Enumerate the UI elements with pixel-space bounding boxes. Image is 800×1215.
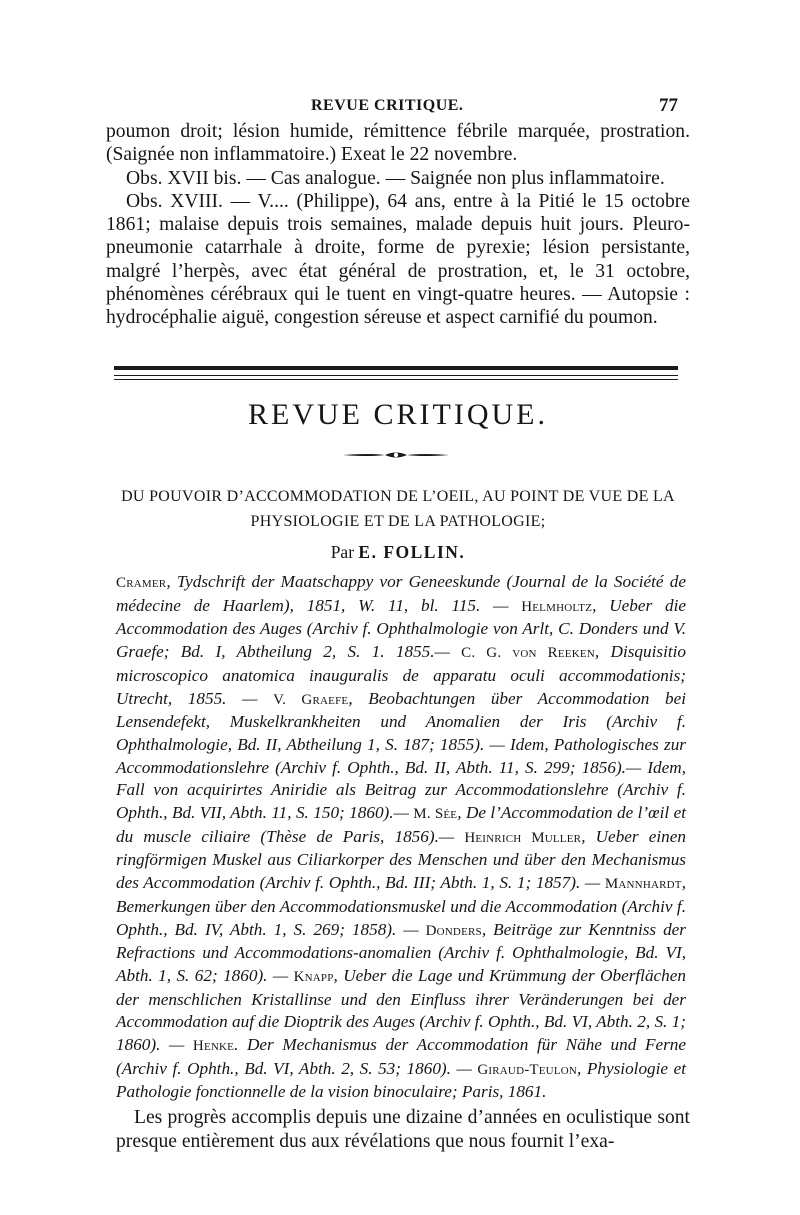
bib-author: Cramer <box>116 575 167 591</box>
thin-rule-1 <box>114 375 678 376</box>
ornament-flourish <box>341 450 451 460</box>
running-title: REVUE CRITIQUE. <box>311 97 464 114</box>
bib-text: , Beiträge zur Kenntniss der Refractions und Accommodations-anomalien (Archiv f. Ophthalmologie, Bd. VI, Abth. 1, S. 62; 1860). — <box>116 919 686 985</box>
obs-paragraph-xviii: Obs. XVIII. — V.... (Philippe), 64 ans, entre à la Pitié le 15 octobre 1861; malaise depuis trois semaines, malade depuis huit jours. Pleuro-pneumonie catarrhale à droite, forme de pyrexie; lésion persistante, malgré l’herpès, avec état général de prostration, et, le 31 octobre, phénomènes cérébraux qui le tuent en vingt-quatre heures. — Autopsie : hydrocéphalie aiguë, congestion séreuse et aspect carnifié du poumon. <box>106 190 690 329</box>
bib-text: , Ueber einen ringförmigen Muskel aus Ciliarkorper des Menschen und über den Mechanismus des Accommodation (Archiv f. Ophth., Bd. III; Abth. 1, S. 1; 1857). — <box>116 826 686 893</box>
bib-text: , De l’Accommodation de l’œil et du muscle ciliaire (Thèse de Paris, 1856).— <box>116 803 686 846</box>
article-title-line-1: DU POUVOIR D’ACCOMMODATION DE L’OEIL, AU POINT DE VUE DE LA <box>121 488 675 505</box>
bibliography <box>116 571 686 1104</box>
thin-rule-2 <box>114 379 678 380</box>
thick-rule <box>114 366 678 370</box>
closing-paragraph <box>116 1106 690 1154</box>
byline <box>106 541 690 563</box>
article-title-line-2: PHYSIOLOGIE ET DE LA PATHOLOGIE; <box>250 513 546 530</box>
obs-paragraph-xvii: Obs. XVII bis. — Cas analogue. — Saignée non plus inflammatoire. <box>126 167 665 189</box>
bib-author: V. Graefe <box>273 691 349 708</box>
bib-author: C. G. von Reeken <box>461 645 595 662</box>
bib-entry <box>116 689 686 823</box>
bib-author: Heinrich Muller <box>464 829 582 846</box>
observation-text <box>106 120 690 330</box>
bib-text: , Physiologie et Pathologie fonctionnelle de la vision binoculaire; Paris, 1861. <box>116 1058 686 1102</box>
bib-author: M. Sée <box>413 806 458 823</box>
bib-author: Mannhardt <box>604 876 682 893</box>
section-title: REVUE CRITIQUE. <box>248 398 548 431</box>
closing-text: Les progrès accomplis depuis une dizaine d’années en oculistique sont presque entièrement dus aux révélations que nous fournit l’exa- <box>116 1107 690 1152</box>
bib-text: , Disquisitio microscopico anatomica inauguralis de apparatu oculi accommodationis; Utrecht, 1855. — <box>116 642 686 708</box>
bib-text: , Tydschrift der Maatschappy vor Geneeskunde (Journal de la Société de médecine de Haarlem), 1851, W. 11, bl. 115. — <box>116 572 686 615</box>
bib-author: Knapp <box>293 968 334 985</box>
byline-prefix: Par <box>330 542 355 562</box>
article-title <box>106 484 690 534</box>
bib-text: , Ueber die Lage und Krümmung der Oberflächen der menschlichen Kristallinse und den Einfluss ihrer Veränderungen bei der Accommodation auf die Dioptrik des Auges (Archiv f. Ophth., Bd. VI, Abth. 2, S. 1; 1860). — <box>116 965 686 1055</box>
page-number: 77 <box>659 95 678 116</box>
author-name: E. FOLLIN. <box>358 542 466 562</box>
bib-author: Giraud-Teulon <box>477 1061 578 1078</box>
bib-author: Donders <box>425 922 482 939</box>
bib-author: Helmholtz <box>521 598 593 615</box>
page-header <box>106 95 682 119</box>
section-divider-rules <box>114 366 678 386</box>
bib-text: . Der Mechanismus der Accommodation für Nähe und Ferne (Archiv f. Ophth., Bd. VI, Abth. 2, S. 53; 1860). — <box>116 1035 686 1078</box>
bib-author: Henke <box>192 1038 235 1055</box>
bib-text: , Bemerkungen über den Accommodationsmuskel und die Accommodation (Archiv f. Ophth., Bd. IV, Abth. 1, S. 269; 1858). — <box>116 873 686 939</box>
bib-text: , Ueber die Accommodation des Auges (Archiv f. Ophthalmologie von Arlt, C. Donders und V. Graefe; Bd. I, Abtheilung 2, S. 1. 1855.— <box>116 595 686 662</box>
bib-text: , Beobachtungen über Accommodation bei Lensendefekt, Muskelkrankheiten und Anomalien der Iris (Archiv f. Ophthalmologie, Bd. II, Abtheilung 1, S. 187; 1855). — Idem, Pathologisches zur Accommodationslehre (Archiv f. Ophth., Bd. II, Abth. 11, S. 299; 1856).— Idem, Fall von acquirirtes Aniridie als Beitrag zur Accommodationslehre (Archiv f. Ophth., Bd. VII, Abth. 11, S. 150; 1860).— <box>116 688 687 823</box>
obs-paragraph-continuation: poumon droit; lésion humide, rémittence fébrile marquée, prostration. (Saignée non inflammatoire.) Exeat le 22 novembre. <box>106 121 690 166</box>
